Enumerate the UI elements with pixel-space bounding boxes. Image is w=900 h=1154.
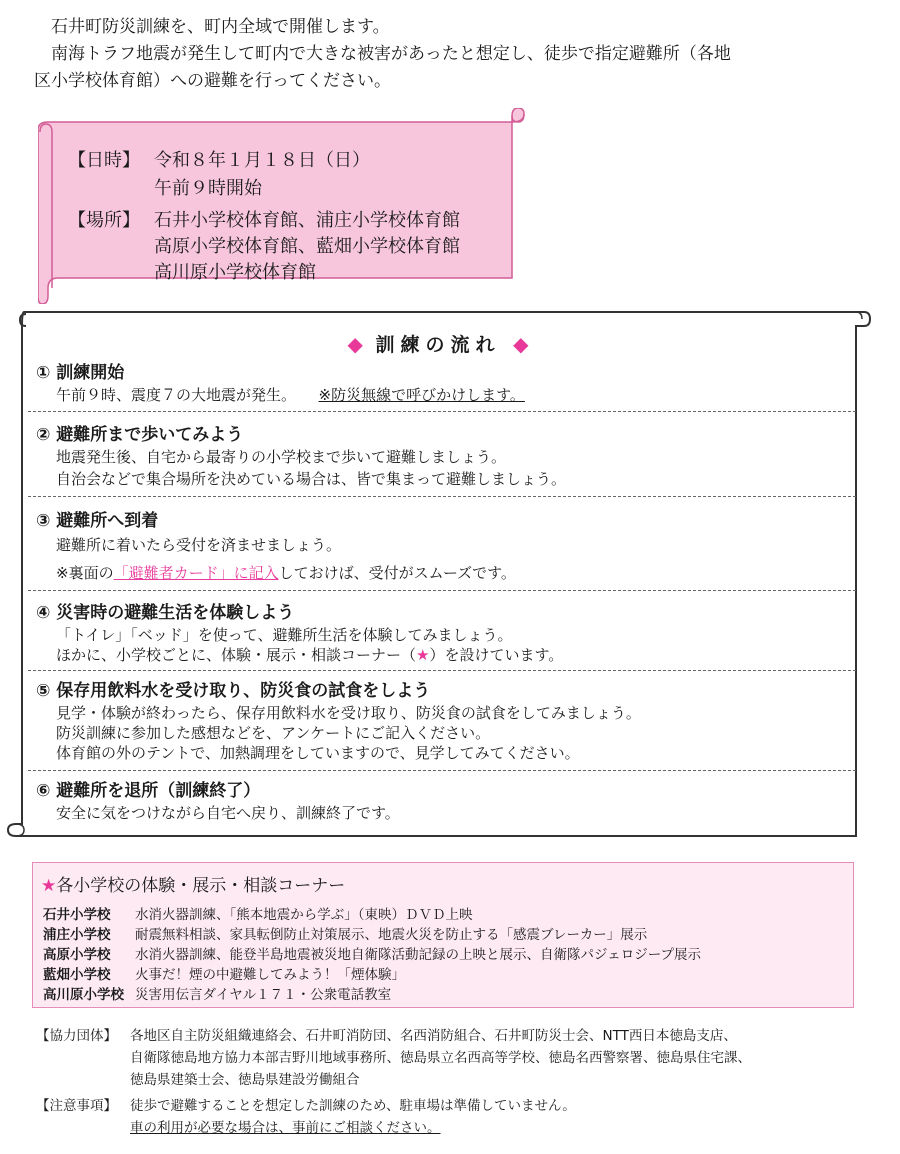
date-value: 令和８年１月１８日（日） [154, 150, 370, 171]
divider [28, 770, 856, 771]
step-5-line-3: 体育館の外のテントで、加熱調理をしていますので、見学してみてください。 [56, 744, 580, 762]
intro-line-2a: 南海トラフ地震が発生して町内で大きな被害があったと想定し、徒歩で指定避難所（各地 [51, 44, 731, 64]
corner-row [43, 943, 701, 963]
diamond-right-icon: ◆ [513, 332, 529, 356]
divider [28, 411, 856, 412]
school-desc: 耐震無料相談、家具転倒防止対策展示、地震火災を防止する「感震ブレーカー」展示 [135, 927, 648, 943]
diamond-left-icon: ◆ [347, 332, 363, 356]
school-desc: 水消火器訓練、能登半島地震被災地自衛隊活動記録の上映と展示、自衛隊パジェロジープ展示 [135, 947, 702, 963]
school-name: 高川原小学校 [43, 987, 124, 1003]
place-label: 【場所】 [68, 210, 140, 231]
step-5-line-1: 見学・体験が終わったら、保存用飲料水を受け取り、防災食の試食をしてみましょう。 [56, 704, 641, 722]
coop-line-3: 徳島県建築士会、徳島県建設労働組合 [130, 1072, 360, 1088]
flow-scroll [4, 310, 872, 845]
step-3-line-1: 避難所に着いたら受付を済ませましょう。 [56, 536, 342, 554]
corner-row [43, 983, 391, 1003]
step-6-heading: ⑥ 避難所を退所（訓練終了） [36, 781, 261, 801]
experience-corner-box [32, 862, 854, 1008]
step-2-line-1: 地震発生後、自宅から最寄りの小学校まで歩いて避難しましょう。 [56, 448, 507, 466]
step-4-line-1: 「トイレ」「ベッド」を使って、避難所生活を体験してみましょう。 [56, 626, 513, 644]
intro-line-1: 石井町防災訓練を、町内全域で開催します。 [51, 17, 390, 37]
evacuee-card-link[interactable]: 「避難者カード」に記入 [113, 564, 279, 582]
step-2-line-2: 自治会などで集合場所を決めている場合は、皆で集まって避難しましょう。 [56, 470, 567, 488]
schedule-scroll [38, 108, 532, 304]
step-4-line-2 [56, 644, 563, 665]
notes-line-2: 車の利用が必要な場合は、事前にご相談ください。 [130, 1120, 441, 1136]
step-1-heading: ① 訓練開始 [36, 363, 125, 383]
school-name: 浦庄小学校 [43, 927, 111, 943]
notes-label: 【注意事項】 [36, 1098, 117, 1114]
corner-row [43, 963, 405, 983]
step-4-suffix: ）を設けています。 [429, 646, 564, 664]
time-value: 午前９時開始 [154, 178, 262, 199]
step-2-heading: ② 避難所まで歩いてみよう [36, 425, 244, 445]
step-5-heading: ⑤ 保存用飲料水を受け取り、防災食の試食をしよう [36, 681, 431, 701]
coop-line-1: 各地区自主防災組織連絡会、石井町消防団、名西消防組合、石井町防災士会、NTT西日本徳島支店、 [130, 1028, 737, 1044]
school-name: 石井小学校 [43, 907, 111, 923]
flow-title-text: 訓練の流れ [375, 334, 501, 356]
school-desc: 水消火器訓練、「熊本地震から学ぶ」（東映）ＤＶＤ上映 [135, 907, 473, 923]
school-name: 藍畑小学校 [43, 967, 111, 983]
step-3-suffix: しておけば、受付がスムーズです。 [278, 564, 516, 582]
step-3-heading: ③ 避難所へ到着 [36, 511, 159, 531]
step-4-prefix: ほかに、小学校ごとに、体験・展示・相談コーナー（ [56, 646, 417, 664]
intro-text [34, 14, 874, 95]
step-1-text: 午前９時、震度７の大地震が発生。 [56, 386, 289, 404]
step-3-prefix: ※裏面の [56, 564, 114, 582]
step-6-line-1: 安全に気をつけながら自宅へ戻り、訓練終了です。 [56, 804, 400, 822]
star-icon: ★ [41, 876, 57, 896]
place-line-3: 高川原小学校体育館 [154, 262, 316, 283]
step-3-line-2 [56, 562, 516, 583]
divider [28, 670, 856, 671]
school-name: 高原小学校 [43, 947, 111, 963]
step-5-line-2: 防災訓練に参加した感想などを、アンケートにご記入ください。 [56, 724, 491, 742]
corner-title-text: 各小学校の体験・展示・相談コーナー [56, 876, 346, 896]
coop-line-2: 自衛隊徳島地方協力本部吉野川地域事務所、徳島県立名西高等学校、徳島名西警察署、徳島県住宅課、 [130, 1050, 751, 1066]
divider [28, 590, 856, 591]
school-desc: 災害用伝言ダイヤル１７１・公衆電話教室 [135, 987, 392, 1003]
corner-row [43, 923, 647, 943]
school-desc: 火事だ！煙の中避難してみよう！「煙体験」 [135, 967, 405, 983]
place-line-2: 高原小学校体育館、藍畑小学校体育館 [154, 236, 460, 257]
star-icon: ★ [416, 646, 430, 664]
corner-row [43, 903, 473, 923]
divider [28, 496, 856, 497]
step-1-line-1 [56, 384, 525, 405]
notes-line-1: 徒歩で避難することを想定した訓練のため、駐車場は準備していません。 [130, 1098, 576, 1114]
step-1-note: ※防災無線で呼びかけします。 [318, 386, 525, 404]
coop-label: 【協力団体】 [36, 1028, 117, 1044]
place-line-1: 石井小学校体育館、浦庄小学校体育館 [154, 210, 460, 231]
intro-line-2b: 区小学校体育館）への避難を行ってください。 [34, 71, 391, 91]
corner-title [41, 871, 345, 896]
date-label: 【日時】 [68, 150, 140, 171]
flow-title [4, 330, 872, 357]
step-4-heading: ④ 災害時の避難生活を体験しよう [36, 603, 295, 623]
